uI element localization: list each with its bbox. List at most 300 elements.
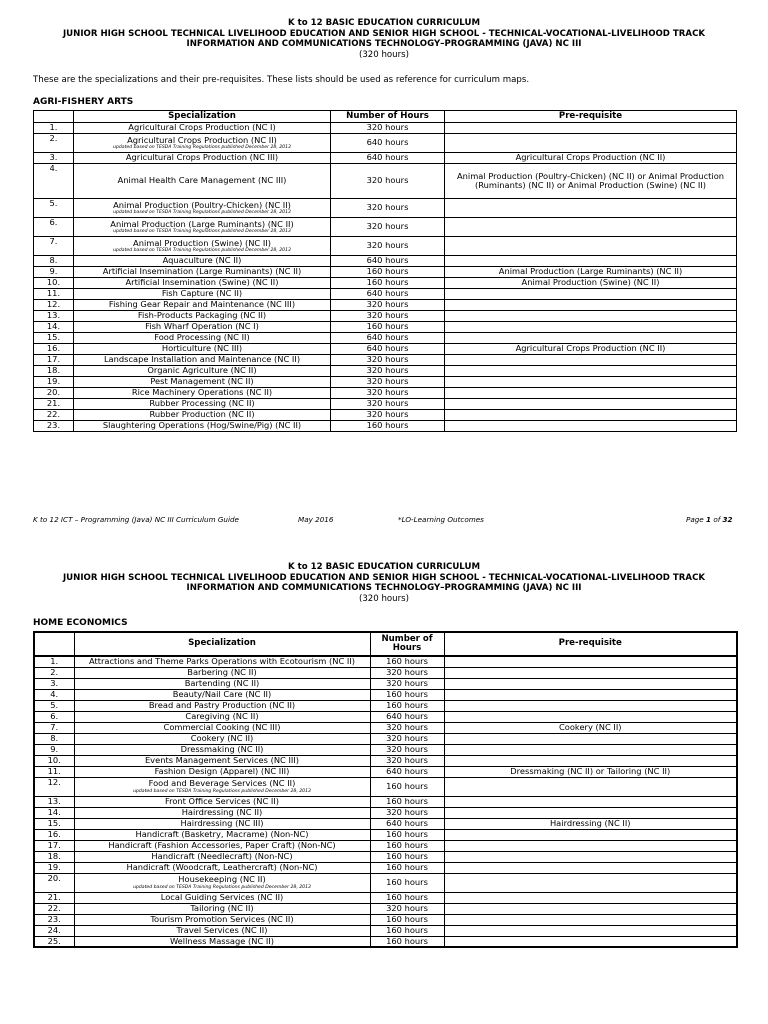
row-number — [34, 667, 74, 678]
agri-table-body — [34, 123, 737, 432]
row-specialization — [74, 755, 370, 766]
row-hours — [370, 862, 444, 873]
table-row — [34, 873, 737, 892]
footer-guide-title: K to 12 ICT – Programming (Java) NC III Curriculum Guide — [33, 515, 239, 524]
row-hours — [370, 925, 444, 936]
row-specialization — [74, 421, 331, 432]
home-economics-table-body — [34, 656, 737, 947]
row-number-text: 9. — [50, 744, 59, 754]
row-number-text: 18. — [47, 851, 61, 861]
row-number-text: 14. — [47, 807, 61, 817]
row-prerequisite — [445, 267, 737, 278]
row-hours — [370, 711, 444, 722]
row-hours-text: 320 hours — [386, 903, 428, 913]
row-number-text: 3. — [50, 678, 59, 688]
row-hours — [331, 388, 445, 399]
row-specialization — [74, 218, 331, 237]
row-hours — [331, 377, 445, 388]
row-number — [34, 744, 74, 755]
row-specialization-text: Hairdressing (NC III) — [180, 818, 264, 828]
row-hours-text: 160 hours — [386, 851, 428, 861]
row-number — [34, 689, 74, 700]
footer-page-number — [686, 515, 733, 524]
table-row — [34, 678, 737, 689]
row-specialization-text: Agricultural Crops Production (NC II) — [127, 134, 277, 145]
row-specialization — [74, 278, 331, 289]
row-specialization — [74, 840, 370, 851]
row-hours-text: 320 hours — [386, 678, 428, 688]
row-specialization — [74, 700, 370, 711]
row-number-text: 15. — [47, 818, 61, 828]
row-specialization — [74, 903, 370, 914]
row-specialization — [74, 722, 370, 733]
row-hours — [331, 278, 445, 289]
row-specialization — [74, 134, 331, 153]
row-specialization-text: Attractions and Theme Parks Operations with Ecotourism (NC II) — [88, 656, 356, 666]
row-specialization — [74, 355, 331, 366]
row-specialization-text: Artificial Insemination (Large Ruminants) (NC II) — [102, 266, 302, 277]
row-specialization-text: Events Management Services (NC III) — [144, 755, 300, 765]
row-number-text: 8. — [50, 733, 59, 743]
row-number-text: 1. — [49, 122, 58, 132]
table-row — [34, 399, 737, 410]
row-prerequisite — [444, 818, 737, 829]
row-number-text: 10. — [47, 755, 61, 765]
row-number — [34, 840, 74, 851]
page2-header — [0, 562, 768, 604]
row-hours-text: 160 hours — [386, 689, 428, 699]
row-hours — [370, 936, 444, 947]
row-number-text: 11. — [46, 288, 61, 298]
row-hours-text: 160 hours — [366, 277, 409, 288]
row-number-text: 1. — [50, 656, 59, 666]
row-number-text: 8. — [49, 255, 58, 265]
row-hours-text: 320 hours — [366, 409, 409, 420]
row-number — [34, 733, 74, 744]
row-specialization-text: Fish Capture (NC II) — [161, 288, 243, 299]
row-specialization — [74, 796, 370, 807]
row-hours — [370, 818, 444, 829]
column-header-prerequisite: Pre-requisite — [444, 632, 737, 656]
row-specialization-text: Fishing Gear Repair and Maintenance (NC III) — [108, 299, 296, 310]
row-hours — [370, 755, 444, 766]
row-hours-text: 320 hours — [386, 667, 428, 677]
table-row — [34, 755, 737, 766]
table-row — [34, 807, 737, 818]
row-prerequisite — [445, 344, 737, 355]
table-row — [34, 322, 737, 333]
page-current: 1 — [706, 515, 712, 524]
row-specialization — [74, 377, 331, 388]
row-prerequisite — [445, 199, 737, 218]
row-specialization — [74, 829, 370, 840]
row-specialization-text: Hairdressing (NC II) — [181, 807, 263, 817]
table-row — [34, 123, 737, 134]
row-specialization-text: Bartending (NC II) — [184, 678, 260, 688]
table-row — [34, 311, 737, 322]
table-row — [34, 925, 737, 936]
row-hours-text: 160 hours — [386, 862, 428, 872]
section-title-home-economics: HOME ECONOMICS — [33, 618, 128, 628]
row-number — [34, 311, 74, 322]
table-row — [34, 256, 737, 267]
row-hours — [331, 256, 445, 267]
row-prerequisite — [444, 766, 737, 777]
row-specialization — [74, 256, 331, 267]
row-number-text: 3. — [49, 152, 58, 162]
row-specialization-text: Food and Beverage Services (NC II) — [148, 778, 296, 788]
row-specialization — [74, 164, 331, 199]
row-specialization-text: Horticulture (NC III) — [161, 343, 243, 354]
row-number-text: 19. — [46, 376, 61, 386]
row-number — [34, 829, 74, 840]
table-row — [34, 366, 737, 377]
header-subtitle: JUNIOR HIGH SCHOOL TECHNICAL LIVELIHOOD EDUCATION AND SENIOR HIGH SCHOOL - TECHNICAL-VOCATIONAL-LIVELIHOOD TRACK — [62, 572, 706, 583]
row-number-text: 13. — [47, 796, 61, 806]
row-specialization-text: Tailoring (NC II) — [190, 903, 254, 913]
table-row — [34, 818, 737, 829]
row-hours — [331, 410, 445, 421]
row-number — [34, 936, 74, 947]
table-row — [34, 289, 737, 300]
table-row — [34, 936, 737, 947]
row-number — [34, 410, 74, 421]
row-hours — [331, 322, 445, 333]
row-prerequisite — [444, 829, 737, 840]
row-specialization-text: Artificial Insemination (Swine) (NC II) — [125, 277, 279, 288]
tesda-update-note: updated based on TESDA Training Regulations published December 28, 2013 — [133, 884, 311, 890]
table-row — [34, 892, 737, 903]
row-number — [34, 355, 74, 366]
column-header-hours: Number of Hours — [370, 632, 444, 656]
table-row — [34, 689, 737, 700]
row-specialization-text: Bread and Pastry Production (NC II) — [148, 700, 296, 710]
row-specialization-text: Travel Services (NC II) — [176, 925, 268, 935]
row-hours — [331, 355, 445, 366]
row-specialization — [74, 678, 370, 689]
row-number — [34, 818, 74, 829]
row-number-text: 23. — [47, 914, 61, 924]
row-hours-text: 160 hours — [386, 840, 428, 850]
header-program: INFORMATION AND COMMUNICATIONS TECHNOLOGY–PROGRAMMING (JAVA) NC III — [186, 583, 582, 593]
tesda-update-note: updated based on TESDA Training Regulations published December 28, 2013 — [113, 210, 291, 215]
row-number — [34, 256, 74, 267]
row-number — [34, 873, 74, 892]
row-specialization — [74, 818, 370, 829]
row-specialization — [74, 388, 331, 399]
table-row — [34, 344, 737, 355]
row-prerequisite — [445, 300, 737, 311]
tesda-update-note: updated based on TESDA Training Regulations published December 28, 2013 — [133, 788, 311, 794]
row-number — [34, 199, 74, 218]
row-prerequisite — [445, 237, 737, 256]
row-prerequisite — [445, 278, 737, 289]
row-number — [34, 344, 74, 355]
row-hours-text: 320 hours — [366, 240, 409, 251]
row-specialization-text: Agricultural Crops Production (NC I) — [128, 122, 276, 133]
table-header-row — [34, 632, 737, 656]
row-hours — [331, 267, 445, 278]
row-hours — [370, 851, 444, 862]
row-number — [34, 289, 74, 300]
row-hours-text: 320 hours — [366, 387, 409, 398]
row-specialization — [74, 936, 370, 947]
row-prerequisite — [444, 678, 737, 689]
row-specialization-text: Fish-Products Packaging (NC II) — [137, 310, 267, 321]
column-header-number — [34, 632, 74, 656]
table-row — [34, 410, 737, 421]
row-number-text: 22. — [46, 409, 61, 419]
row-prerequisite-text: Animal Production (Swine) (NC II) — [521, 277, 660, 288]
row-number-text: 16. — [47, 829, 61, 839]
row-specialization — [74, 862, 370, 873]
table-row — [34, 377, 737, 388]
table-row — [34, 134, 737, 153]
row-specialization-text: Aquaculture (NC II) — [162, 255, 242, 266]
row-prerequisite — [445, 153, 737, 164]
row-hours-text: 160 hours — [366, 266, 409, 277]
column-header-number — [34, 111, 74, 123]
row-specialization-text: Housekeeping (NC II) — [178, 874, 266, 884]
column-header-hours: Number of Hours — [331, 111, 445, 123]
row-hours — [370, 777, 444, 796]
row-specialization — [74, 914, 370, 925]
row-hours-text: 320 hours — [366, 310, 409, 321]
row-hours — [370, 796, 444, 807]
row-specialization — [74, 711, 370, 722]
header-title: K to 12 BASIC EDUCATION CURRICULUM — [287, 562, 481, 572]
row-number-text: 4. — [50, 689, 59, 699]
table-row — [34, 722, 737, 733]
row-prerequisite-text: Cookery (NC II) — [558, 722, 622, 732]
row-hours — [331, 366, 445, 377]
row-number-text: 5. — [50, 700, 59, 710]
row-specialization — [74, 892, 370, 903]
column-header-specialization: Specialization — [74, 632, 370, 656]
row-hours-text: 640 hours — [366, 152, 409, 163]
row-number-text: 20. — [46, 387, 61, 397]
row-hours-text: 640 hours — [366, 343, 409, 354]
row-specialization — [74, 410, 331, 421]
row-prerequisite — [444, 711, 737, 722]
row-number-text: 11. — [47, 766, 61, 776]
row-specialization-text: Animal Production (Large Ruminants) (NC II) — [110, 218, 294, 229]
row-number-text: 17. — [47, 840, 61, 850]
row-number — [34, 700, 74, 711]
row-number — [34, 925, 74, 936]
row-prerequisite — [444, 777, 737, 796]
table-row — [34, 796, 737, 807]
row-specialization-text: Fashion Design (Apparel) (NC III) — [154, 766, 290, 776]
row-specialization-text: Handicraft (Basketry, Macrame) (Non-NC) — [135, 829, 309, 839]
row-number — [34, 722, 74, 733]
row-specialization — [74, 300, 331, 311]
row-number — [34, 862, 74, 873]
row-prerequisite — [444, 656, 737, 667]
table-row — [34, 914, 737, 925]
row-hours — [370, 903, 444, 914]
row-hours — [331, 123, 445, 134]
row-specialization — [74, 153, 331, 164]
row-prerequisite — [445, 164, 737, 199]
footer-date: May 2016 — [298, 515, 334, 524]
row-specialization — [74, 873, 370, 892]
row-number — [34, 134, 74, 153]
row-prerequisite — [444, 903, 737, 914]
table-row — [34, 711, 737, 722]
row-number — [34, 766, 74, 777]
row-number-text: 22. — [47, 903, 61, 913]
row-specialization-text: Commercial Cooking (NC III) — [163, 722, 281, 732]
row-hours-text: 320 hours — [366, 175, 409, 186]
table-row — [34, 388, 737, 399]
row-hours-text: 320 hours — [386, 755, 428, 765]
column-header-specialization: Specialization — [74, 111, 331, 123]
table-row — [34, 851, 737, 862]
row-hours — [331, 344, 445, 355]
row-number — [34, 807, 74, 818]
table-row — [34, 733, 737, 744]
header-hours: (320 hours) — [358, 49, 409, 60]
page1-header — [0, 18, 768, 60]
row-hours — [370, 892, 444, 903]
table-row — [34, 744, 737, 755]
row-specialization-text: Agricultural Crops Production (NC III) — [125, 152, 279, 163]
row-prerequisite — [445, 410, 737, 421]
row-specialization — [74, 237, 331, 256]
row-number — [34, 300, 74, 311]
row-specialization — [74, 333, 331, 344]
row-specialization-text: Organic Agriculture (NC II) — [147, 365, 257, 376]
table-row — [34, 237, 737, 256]
agri-fishery-table — [33, 110, 737, 432]
table-row — [34, 421, 737, 432]
row-prerequisite-text: Agricultural Crops Production (NC II) — [515, 343, 666, 354]
table-row — [34, 199, 737, 218]
row-number-text: 16. — [46, 343, 61, 353]
header-program: INFORMATION AND COMMUNICATIONS TECHNOLOGY–PROGRAMMING (JAVA) NC III — [186, 39, 582, 49]
table-row — [34, 656, 737, 667]
row-prerequisite — [444, 689, 737, 700]
row-specialization-text: Handicraft (Fashion Accessories, Paper Craft) (Non-NC) — [108, 840, 336, 850]
row-prerequisite — [445, 388, 737, 399]
row-prerequisite — [444, 667, 737, 678]
row-prerequisite — [444, 796, 737, 807]
row-prerequisite — [444, 807, 737, 818]
row-specialization-text: Caregiving (NC II) — [185, 711, 259, 721]
row-hours-text: 160 hours — [386, 876, 428, 887]
row-hours — [370, 733, 444, 744]
row-hours-text: 640 hours — [366, 137, 409, 148]
row-number — [34, 796, 74, 807]
row-hours — [370, 656, 444, 667]
row-hours — [370, 678, 444, 689]
row-prerequisite-text: Agricultural Crops Production (NC II) — [515, 152, 666, 163]
row-prerequisite — [444, 925, 737, 936]
row-specialization-text: Beauty/Nail Care (NC II) — [172, 689, 272, 699]
row-prerequisite — [444, 722, 737, 733]
row-hours-text: 640 hours — [386, 711, 428, 721]
table-row — [34, 333, 737, 344]
row-number — [34, 237, 74, 256]
table-row — [34, 267, 737, 278]
row-hours — [370, 829, 444, 840]
row-hours — [370, 689, 444, 700]
row-specialization-text: Rice Machinery Operations (NC II) — [131, 387, 273, 398]
row-specialization-text: Animal Production (Poultry-Chicken) (NC II) — [113, 199, 291, 210]
row-specialization — [74, 667, 370, 678]
row-hours-text: 320 hours — [366, 202, 409, 213]
row-specialization-text: Animal Production (Swine) (NC II) — [133, 237, 271, 248]
row-hours — [331, 300, 445, 311]
row-hours — [331, 153, 445, 164]
row-number-text: 12. — [47, 777, 61, 787]
row-prerequisite — [444, 733, 737, 744]
row-specialization-text: Cookery (NC II) — [190, 733, 254, 743]
row-hours-text: 160 hours — [386, 796, 428, 806]
row-prerequisite — [445, 134, 737, 153]
row-specialization-text: Wellness Massage (NC II) — [169, 936, 275, 946]
row-hours-text: 640 hours — [366, 288, 409, 299]
row-prerequisite — [445, 333, 737, 344]
table-row — [34, 667, 737, 678]
row-specialization — [74, 689, 370, 700]
row-prerequisite — [445, 256, 737, 267]
row-number-text: 15. — [46, 332, 61, 342]
row-number-text: 20. — [47, 873, 61, 883]
row-hours-text: 640 hours — [366, 255, 409, 266]
row-number — [34, 333, 74, 344]
row-hours-text: 160 hours — [366, 321, 409, 332]
row-prerequisite — [445, 377, 737, 388]
row-specialization — [74, 851, 370, 862]
row-number — [34, 903, 74, 914]
row-number — [34, 399, 74, 410]
row-number-text: 23. — [46, 420, 61, 430]
row-prerequisite — [444, 892, 737, 903]
row-prerequisite — [444, 936, 737, 947]
row-prerequisite — [444, 744, 737, 755]
row-specialization-text: Animal Health Care Management (NC III) — [117, 175, 287, 186]
row-hours-text: 320 hours — [366, 299, 409, 310]
row-hours-text: 320 hours — [386, 807, 428, 817]
page-prefix: Page — [686, 515, 707, 524]
row-number — [34, 153, 74, 164]
row-hours — [331, 237, 445, 256]
row-hours — [370, 840, 444, 851]
row-hours-text: 320 hours — [366, 221, 409, 232]
row-number-text: 21. — [47, 892, 61, 902]
row-number — [34, 755, 74, 766]
row-number-text: 14. — [46, 321, 61, 331]
row-hours — [331, 164, 445, 199]
row-prerequisite — [444, 873, 737, 892]
row-prerequisite-text: Dressmaking (NC II) or Tailoring (NC II) — [510, 766, 671, 776]
row-prerequisite — [445, 322, 737, 333]
row-hours-text: 160 hours — [386, 700, 428, 710]
row-specialization — [74, 399, 331, 410]
table-row — [34, 766, 737, 777]
row-specialization-text: Local Guiding Services (NC II) — [160, 892, 284, 902]
table-row — [34, 164, 737, 199]
row-specialization — [74, 289, 331, 300]
row-hours-text: 160 hours — [366, 420, 409, 431]
row-number — [34, 366, 74, 377]
row-prerequisite — [444, 700, 737, 711]
row-prerequisite — [444, 755, 737, 766]
row-hours-text: 160 hours — [386, 780, 428, 791]
row-number-text: 9. — [49, 266, 58, 276]
